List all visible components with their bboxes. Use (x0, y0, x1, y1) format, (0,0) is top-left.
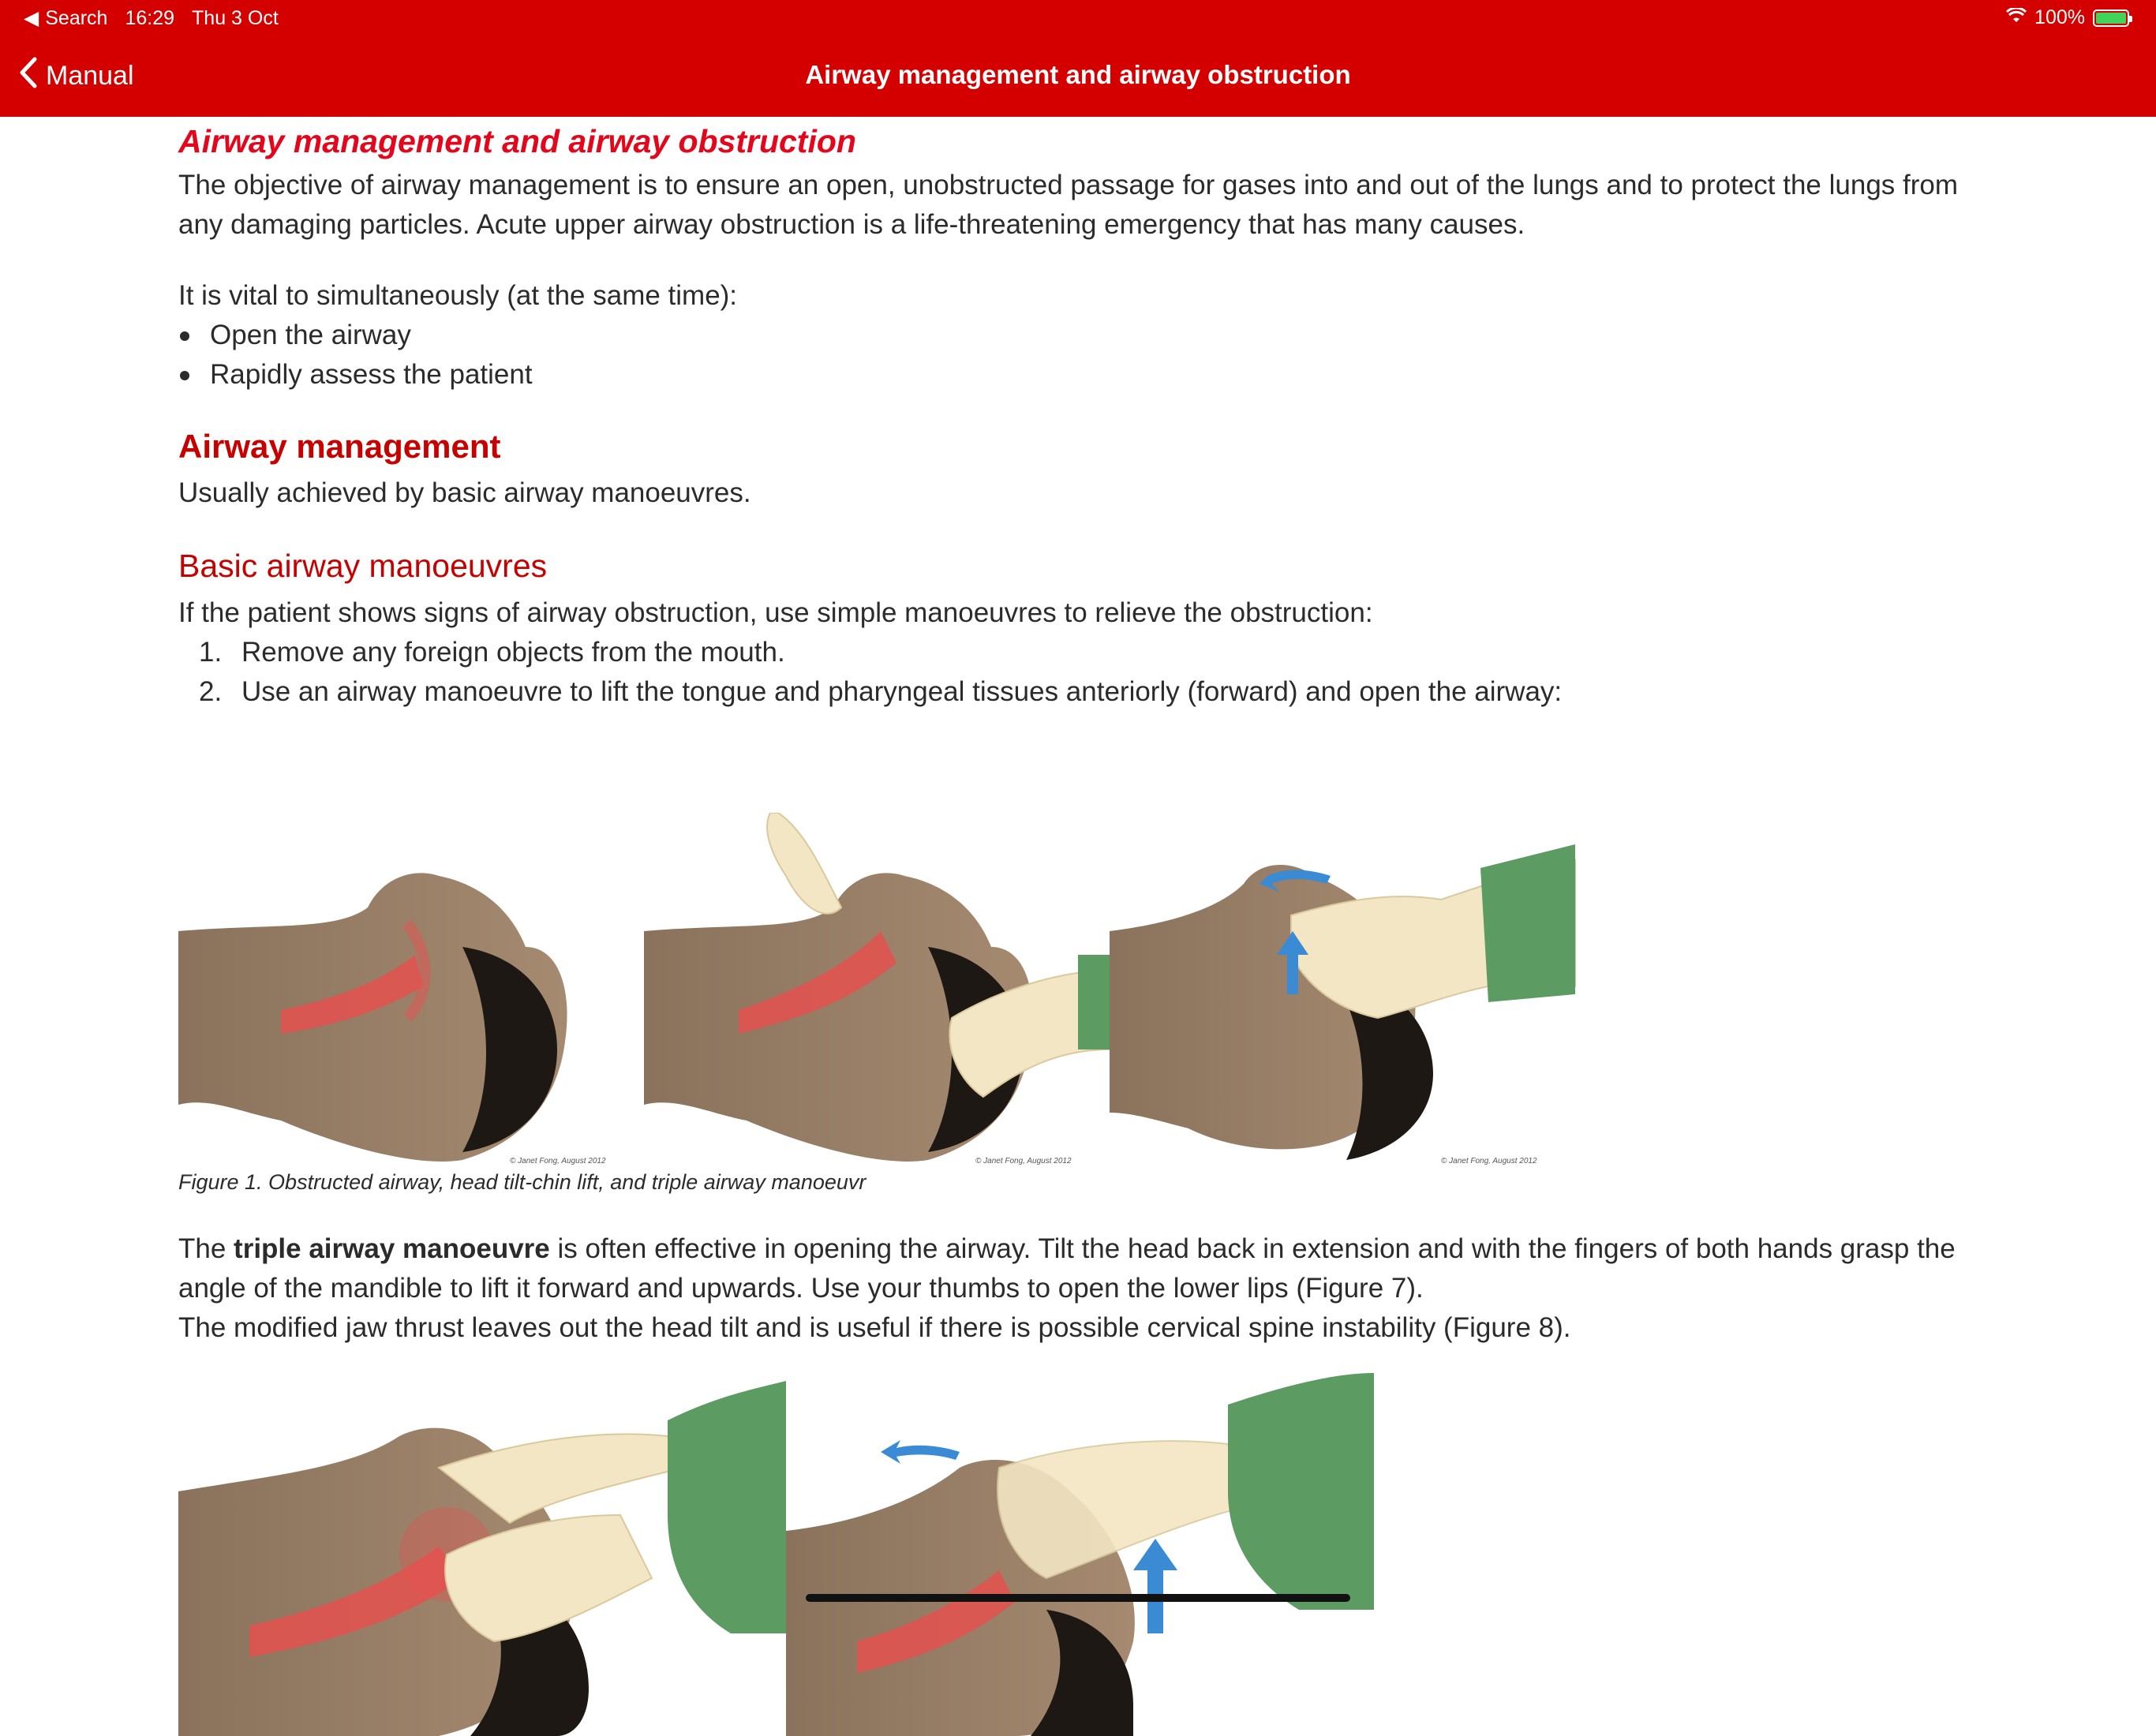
list-item: 1. Remove any foreign objects from the mouth. (199, 637, 785, 668)
section-text: Usually achieved by basic airway manoeuvres. (178, 477, 751, 508)
section-heading: Airway management (178, 428, 501, 465)
article-title: Airway management and airway obstruction (178, 123, 856, 159)
figure-1-illustration (178, 813, 1579, 1168)
figure-panel-modified-jaw-thrust (786, 1373, 1390, 1736)
subsection-text: If the patient shows signs of airway obstruction, use simple manoeuvres to relieve the obstruction: (178, 597, 1373, 628)
figure-watermark: © Janet Fong, August 2012 (975, 1157, 1072, 1165)
figure-1-caption: Figure 1. Obstructed airway, head tilt-chin lift, and triple airway manoeuvr (178, 1170, 867, 1194)
home-indicator[interactable] (806, 1594, 1350, 1602)
vital-intro: It is vital to simultaneously (at the same time): (178, 280, 738, 311)
list-item: Open the airway (178, 316, 533, 355)
vital-list (178, 316, 533, 395)
list-item: Rapidly assess the patient (178, 355, 533, 395)
figure-panel-triple-airway (1110, 813, 1579, 1168)
back-to-app-link[interactable] (24, 6, 107, 30)
list-item: 2. Use an airway manoeuvre to lift the tongue and pharyngeal tissues anteriorly (forward) and open the airway: (199, 676, 1563, 707)
steps-list (178, 633, 1562, 712)
figure-watermark: © Janet Fong, August 2012 (1441, 1157, 1537, 1165)
figure-panel-obstructed (178, 813, 644, 1168)
figure-panel-triple-airway-large (178, 1373, 786, 1736)
nav-title: Airway management and airway obstruction (805, 60, 1351, 89)
status-time: 16:29 (125, 6, 175, 29)
battery-icon (2093, 9, 2129, 27)
back-triangle-icon: ◀ (24, 7, 39, 29)
intro-paragraph: The objective of airway management is to ensure an open, unobstructed passage for gases into and out of the lungs and to protect the lungs from any damaging particles. Acute upper airway obstruction is a life-threatening emergency that has many causes. (178, 170, 1959, 240)
jaw-thrust-text: The modified jaw thrust leaves out the head tilt and is useful if there is possible cervical spine instability (Figure 8). (178, 1312, 1571, 1343)
subsection-heading: Basic airway manoeuvres (178, 548, 548, 584)
wifi-icon (2006, 6, 2027, 29)
back-button-label: Manual (46, 61, 134, 91)
battery-percent: 100% (2034, 6, 2085, 28)
figure-7-8-illustration (178, 1373, 1390, 1736)
status-bar (0, 0, 2156, 38)
figure-watermark: © Janet Fong, August 2012 (510, 1157, 606, 1165)
status-date: Thu 3 Oct (192, 6, 279, 29)
figure-panel-head-tilt-chin-lift (644, 813, 1110, 1168)
triple-airway-paragraph: The triple airway manoeuvre is often effective in opening the airway. Tilt the head back in extension and with the fingers of both hands grasp the angle of the mandible to lift it forward and upwards. Use your thumbs to open the lower lips (Figure 7). The modified jaw thrust leaves out the head tilt and is useful if there is possible cervical spine instability (Figure 8). (178, 1233, 1956, 1343)
back-app-label: Search (45, 6, 108, 29)
navigation-bar (0, 44, 2156, 110)
top-header (0, 0, 2156, 117)
triple-airway-term: triple airway manoeuvre (234, 1233, 550, 1264)
